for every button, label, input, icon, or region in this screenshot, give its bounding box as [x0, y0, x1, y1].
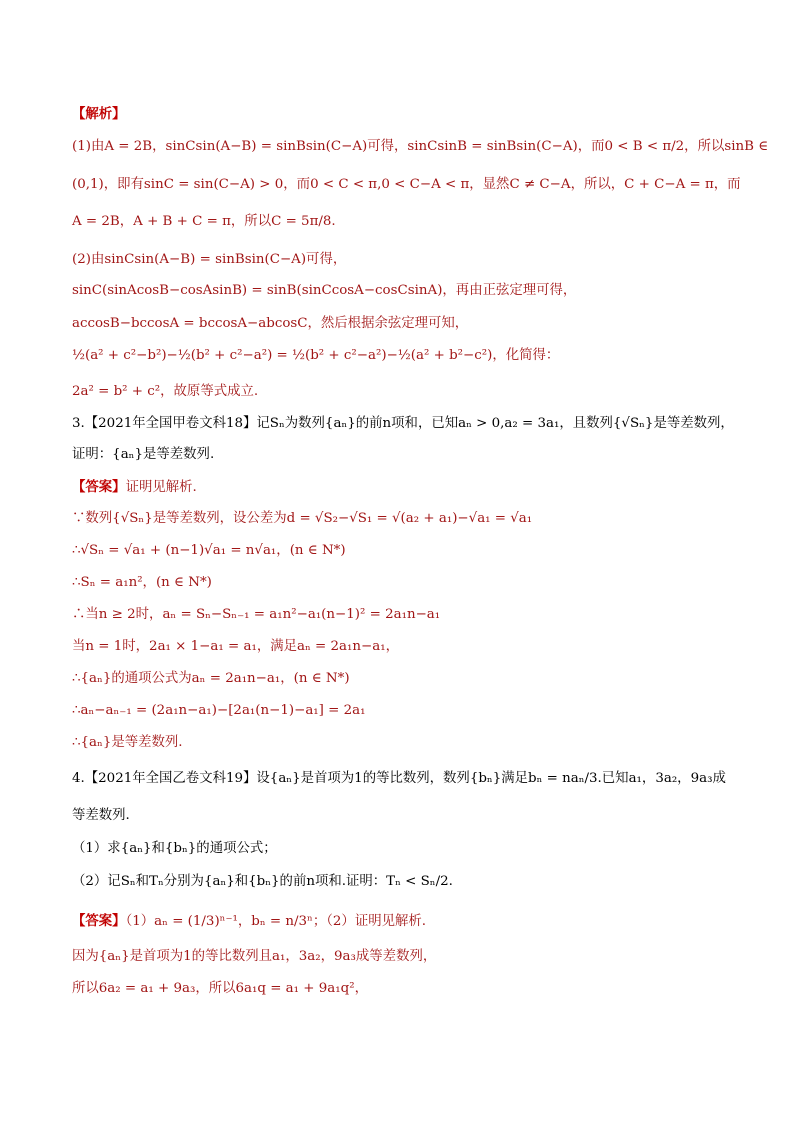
- analysis-header: 【解析】: [72, 106, 126, 122]
- problem-4-statement: 等差数列.: [72, 808, 130, 823]
- solution-line: A = 2B，A + B + C = π，所以C = 5π/8.: [72, 214, 336, 229]
- solution-line: ∴{aₙ}是等差数列.: [72, 735, 183, 750]
- solution-line: 2a² = b² + c²，故原等式成立.: [72, 384, 259, 399]
- problem-4-part-2: （2）记Sₙ和Tₙ分别为{aₙ}和{bₙ}的前n项和.证明：Tₙ < Sₙ/2.: [72, 874, 453, 889]
- answer-header: 【答案】: [72, 913, 126, 929]
- problem-4-statement: 4.【2021年全国乙卷文科19】设{aₙ}是首项为1的等比数列，数列{bₙ}满足bₙ = naₙ/3.已知a₁，3a₂，9a₃成: [72, 771, 726, 786]
- solution-line: ∵数列{√Sₙ}是等差数列，设公差为d = √S₂−√S₁ = √(a₂ + a₁)−√a₁ = √a₁: [72, 511, 533, 526]
- problem-4-part-1: （1）求{aₙ}和{bₙ}的通项公式；: [72, 841, 277, 856]
- answer-line: [72, 476, 722, 499]
- solution-line: ∴{aₙ}的通项公式为aₙ = 2a₁n−a₁，(n ∈ N*): [72, 671, 350, 686]
- solution-line: ∴Sₙ = a₁n²，(n ∈ N*): [72, 575, 212, 590]
- solution-line: ½(a² + c²−b²)−½(b² + c²−a²) = ½(b² + c²−a²)−½(a² + b²−c²)，化简得：: [72, 348, 560, 363]
- solution-line: 因为{aₙ}是首项为1的等比数列且a₁，3a₂，9a₃成等差数列，: [72, 949, 437, 964]
- solution-line: ∴aₙ−aₙ₋₁ = (2a₁n−a₁)−[2a₁(n−1)−a₁] = 2a₁: [72, 703, 366, 718]
- solution-line: ∴√Sₙ = √a₁ + (n−1)√a₁ = n√a₁，(n ∈ N*): [72, 543, 346, 558]
- answer-text: （1）aₙ = (1/3)ⁿ⁻¹，bₙ = n/3ⁿ；（2）证明见解析.: [125, 914, 427, 929]
- problem-3-statement: 证明：{aₙ}是等差数列.: [72, 447, 215, 462]
- solution-line: accosB−bccosA = bccosA−abcosC，然后根据余弦定理可知，: [72, 316, 469, 331]
- solution-line: 当n = 1时，2a₁ × 1−a₁ = a₁，满足aₙ = 2a₁n−a₁，: [72, 639, 399, 654]
- problem-3-statement: 3.【2021年全国甲卷文科18】记Sₙ为数列{aₙ}的前n项和，已知aₙ > 0,a₂ = 3a₁，且数列{√Sₙ}是等差数列，: [72, 416, 734, 431]
- answer-text: 证明见解析.: [125, 480, 197, 495]
- solution-line: ∴当n ≥ 2时，aₙ = Sₙ−Sₙ₋₁ = a₁n²−a₁(n−1)² = 2a₁n−a₁: [72, 607, 441, 622]
- solution-line: (2)由sinCsin(A−B) = sinBsin(C−A)可得，: [72, 252, 347, 267]
- answer-line: [72, 910, 722, 933]
- answer-header: 【答案】: [72, 479, 126, 495]
- solution-line: (0,1)，即有sinC = sin(C−A) > 0，而0 < C < π,0 < C−A < π，显然C ≠ C−A，所以，C + C−A = π，而: [72, 177, 741, 192]
- solution-line: (1)由A = 2B，sinCsin(A−B) = sinBsin(C−A)可得，sinCsinB = sinBsin(C−A)，而0 < B < π/2，所以sinB ∈: [72, 139, 769, 154]
- solution-line: sinC(sinAcosB−cosAsinB) = sinB(sinCcosA−cosCsinA)，再由正弦定理可得，: [72, 283, 577, 298]
- solution-line: 所以6a₂ = a₁ + 9a₃，所以6a₁q = a₁ + 9a₁q²，: [72, 981, 368, 996]
